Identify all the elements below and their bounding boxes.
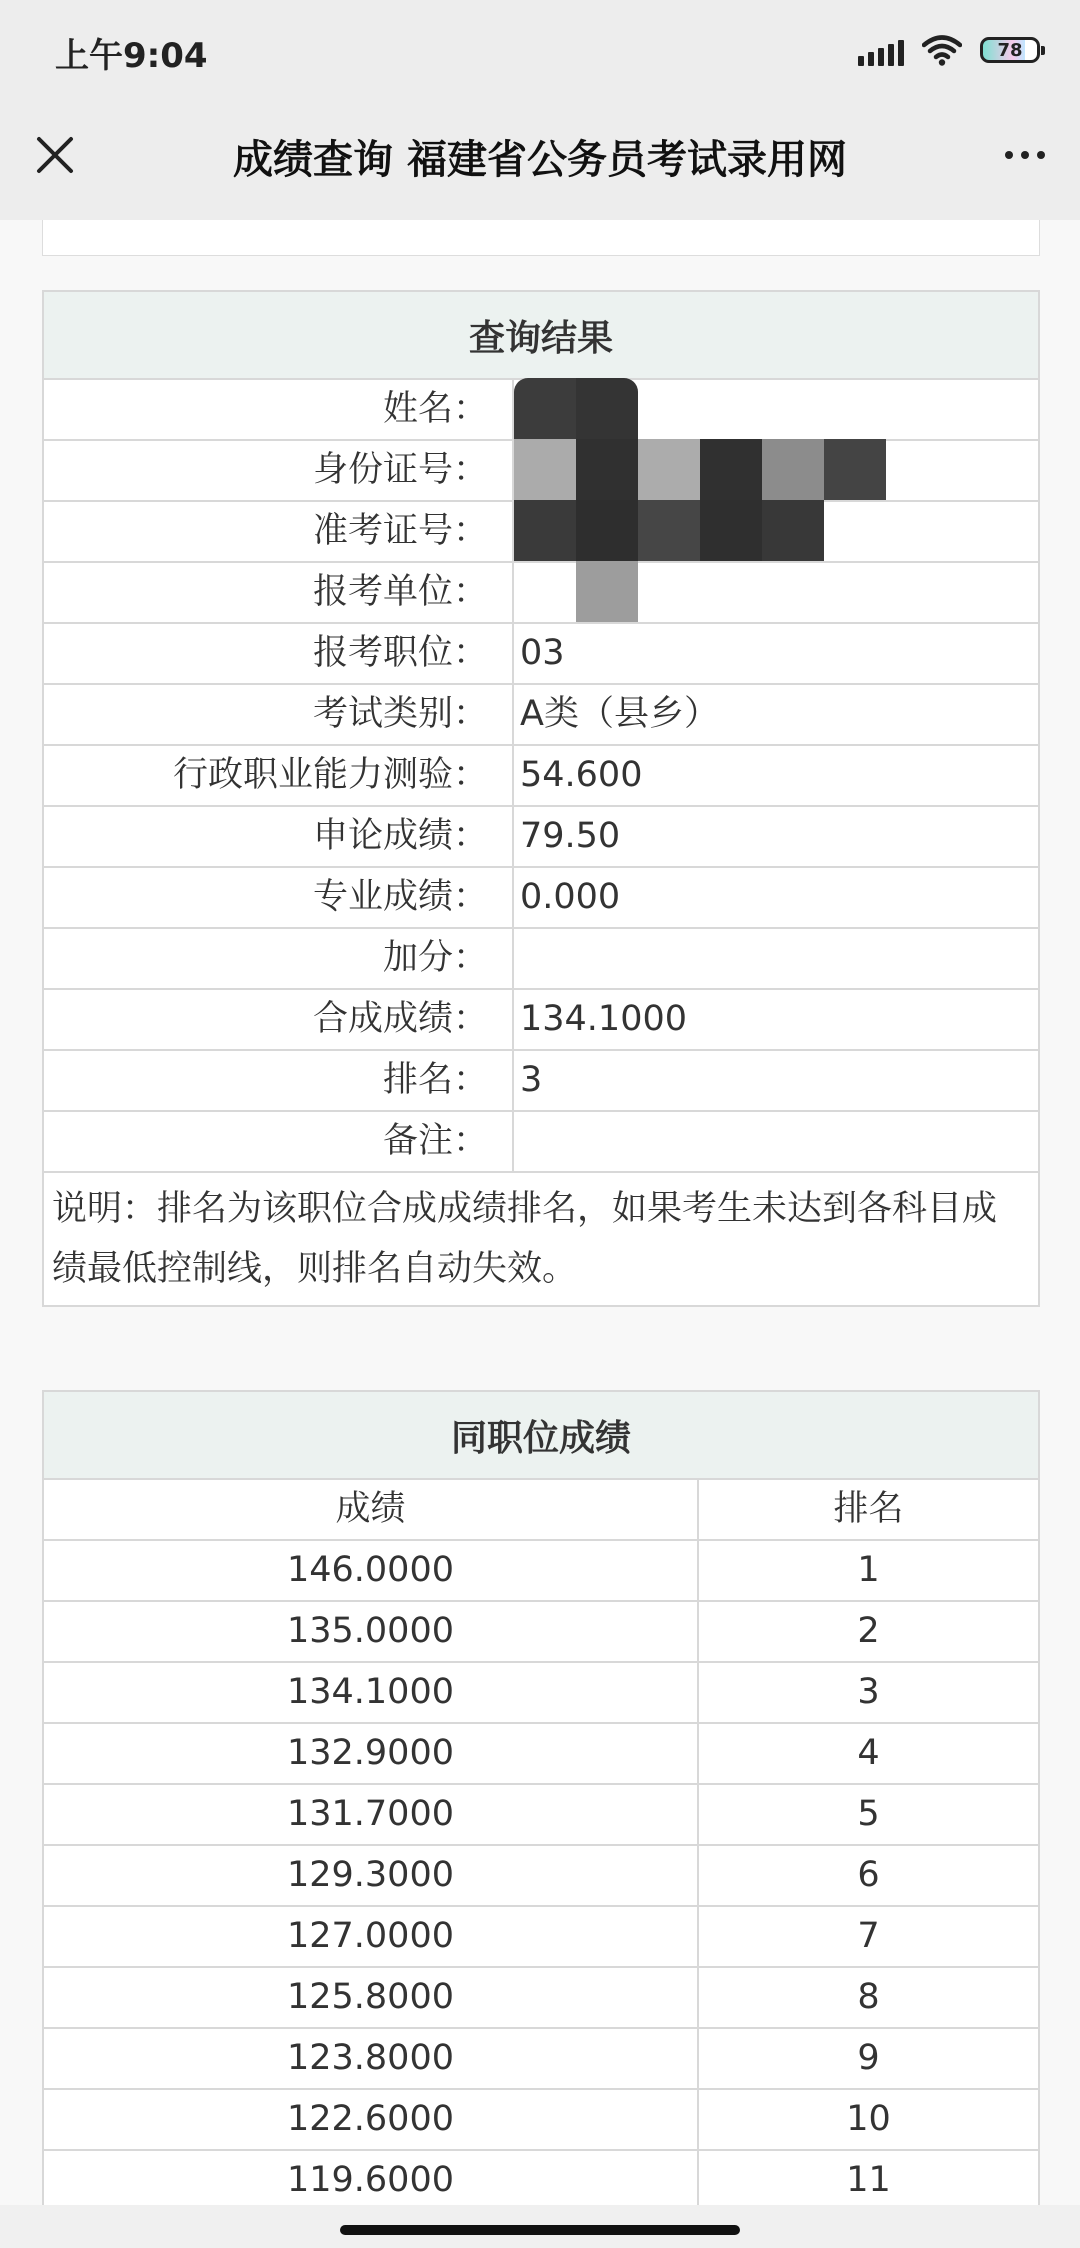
rank-cell: 2	[857, 1611, 880, 1651]
more-icon	[1005, 151, 1013, 159]
rank-cell: 10	[846, 2099, 891, 2139]
table-row	[44, 2029, 1038, 2090]
result-label: 报考职位：	[44, 624, 514, 683]
gesture-bar	[0, 2205, 1080, 2248]
rank-cell: 9	[857, 2038, 880, 2078]
result-value: A类（县乡）	[520, 694, 719, 734]
score-cell: 123.8000	[44, 2029, 699, 2088]
page-content[interactable]	[0, 220, 1080, 2205]
score-cell: 122.6000	[44, 2090, 699, 2149]
redaction-block	[824, 439, 886, 500]
result-label: 身份证号：	[44, 441, 514, 500]
table-row	[44, 1846, 1038, 1907]
result-label: 行政职业能力测验：	[44, 746, 514, 805]
previous-panel-edge	[42, 220, 1040, 256]
result-label: 合成成绩：	[44, 990, 514, 1049]
table-row	[44, 1541, 1038, 1602]
close-icon	[35, 135, 75, 175]
table-row	[44, 2090, 1038, 2151]
score-cell: 132.9000	[44, 1724, 699, 1783]
result-value: 134.1000	[520, 999, 688, 1039]
result-value: 54.600	[520, 755, 643, 795]
redaction-block	[700, 439, 762, 500]
result-row-bonus	[44, 929, 1038, 990]
rank-cell: 4	[857, 1733, 880, 1773]
column-header-rank: 排名	[833, 1489, 904, 1529]
rank-cell: 11	[846, 2160, 891, 2200]
result-label: 考试类别：	[44, 685, 514, 744]
result-value	[514, 929, 1038, 988]
result-panel	[42, 290, 1040, 1307]
rank-cell: 3	[857, 1672, 880, 1712]
rank-cell: 1	[857, 1550, 880, 1590]
score-cell: 125.8000	[44, 1968, 699, 2027]
result-value-redacted	[514, 380, 1038, 439]
result-note: 说明：排名为该职位合成成绩排名，如果考生未达到各科目成绩最低控制线，则排名自动失效。	[52, 1189, 998, 1289]
rank-cell: 8	[857, 1977, 880, 2017]
score-cell: 135.0000	[44, 1602, 699, 1661]
score-cell: 134.1000	[44, 1663, 699, 1722]
redaction-block	[514, 500, 576, 561]
table-row	[44, 2151, 1038, 2205]
score-cell: 131.7000	[44, 1785, 699, 1844]
redaction-block	[576, 378, 638, 439]
battery-level: 78	[997, 39, 1023, 61]
result-row-total	[44, 990, 1038, 1051]
status-time: 上午9:04	[55, 36, 208, 76]
redaction-block	[576, 439, 638, 500]
close-button[interactable]	[22, 122, 88, 188]
score-cell: 127.0000	[44, 1907, 699, 1966]
result-value: 3	[520, 1060, 543, 1100]
table-row	[44, 1663, 1038, 1724]
column-header-score: 成绩	[44, 1480, 699, 1539]
rank-panel	[42, 1390, 1040, 2205]
redaction-block	[576, 561, 638, 622]
result-row-id	[44, 441, 1038, 502]
signal-icon	[858, 34, 904, 66]
result-label: 专业成绩：	[44, 868, 514, 927]
page-title: 成绩查询 福建省公务员考试录用网	[233, 137, 847, 183]
status-bar	[0, 0, 1080, 100]
result-row-essay	[44, 807, 1038, 868]
rank-table-body	[44, 1541, 1038, 2205]
result-row-unit	[44, 563, 1038, 624]
more-button[interactable]	[992, 122, 1058, 188]
result-value	[514, 1112, 1038, 1171]
result-row-remarks	[44, 1112, 1038, 1173]
redaction-block	[576, 500, 638, 561]
result-label: 姓名：	[44, 380, 514, 439]
result-value: 0.000	[520, 877, 621, 917]
result-row-rank	[44, 1051, 1038, 1112]
rank-cell: 6	[857, 1855, 880, 1895]
result-label: 加分：	[44, 929, 514, 988]
result-value-redacted	[514, 502, 1038, 561]
redaction-block	[762, 439, 824, 500]
table-row	[44, 1968, 1038, 2029]
result-label: 备注：	[44, 1112, 514, 1171]
battery-icon	[980, 37, 1040, 63]
result-row-professional	[44, 868, 1038, 929]
rank-panel-header: 同职位成绩	[44, 1392, 1038, 1480]
result-label: 报考单位：	[44, 563, 514, 622]
score-cell: 146.0000	[44, 1541, 699, 1600]
table-row	[44, 1907, 1038, 1968]
redaction-block	[762, 500, 824, 561]
result-value-redacted	[514, 441, 1038, 500]
score-cell: 129.3000	[44, 1846, 699, 1905]
rank-table-header-row	[44, 1480, 1038, 1541]
result-value: 03	[520, 633, 565, 673]
redaction-block	[700, 500, 762, 561]
title-bar	[0, 100, 1080, 220]
status-icons	[858, 30, 1040, 70]
result-row-aptitude	[44, 746, 1038, 807]
result-label: 准考证号：	[44, 502, 514, 561]
result-panel-header: 查询结果	[44, 292, 1038, 380]
redaction-block	[514, 439, 576, 500]
result-row-category	[44, 685, 1038, 746]
result-label: 申论成绩：	[44, 807, 514, 866]
rank-cell: 5	[857, 1794, 880, 1834]
table-row	[44, 1724, 1038, 1785]
home-indicator[interactable]	[340, 2225, 740, 2235]
redaction-block	[638, 439, 700, 500]
result-value: 79.50	[520, 816, 621, 856]
table-row	[44, 1602, 1038, 1663]
result-row-name	[44, 380, 1038, 441]
redaction-block	[638, 500, 700, 561]
result-row-position	[44, 624, 1038, 685]
result-value-redacted	[514, 563, 1038, 622]
rank-cell: 7	[857, 1916, 880, 1956]
result-label: 排名：	[44, 1051, 514, 1110]
wifi-icon	[922, 34, 962, 66]
score-cell: 119.6000	[44, 2151, 699, 2205]
result-row-exam-number	[44, 502, 1038, 563]
table-row	[44, 1785, 1038, 1846]
redaction-block	[514, 378, 576, 439]
